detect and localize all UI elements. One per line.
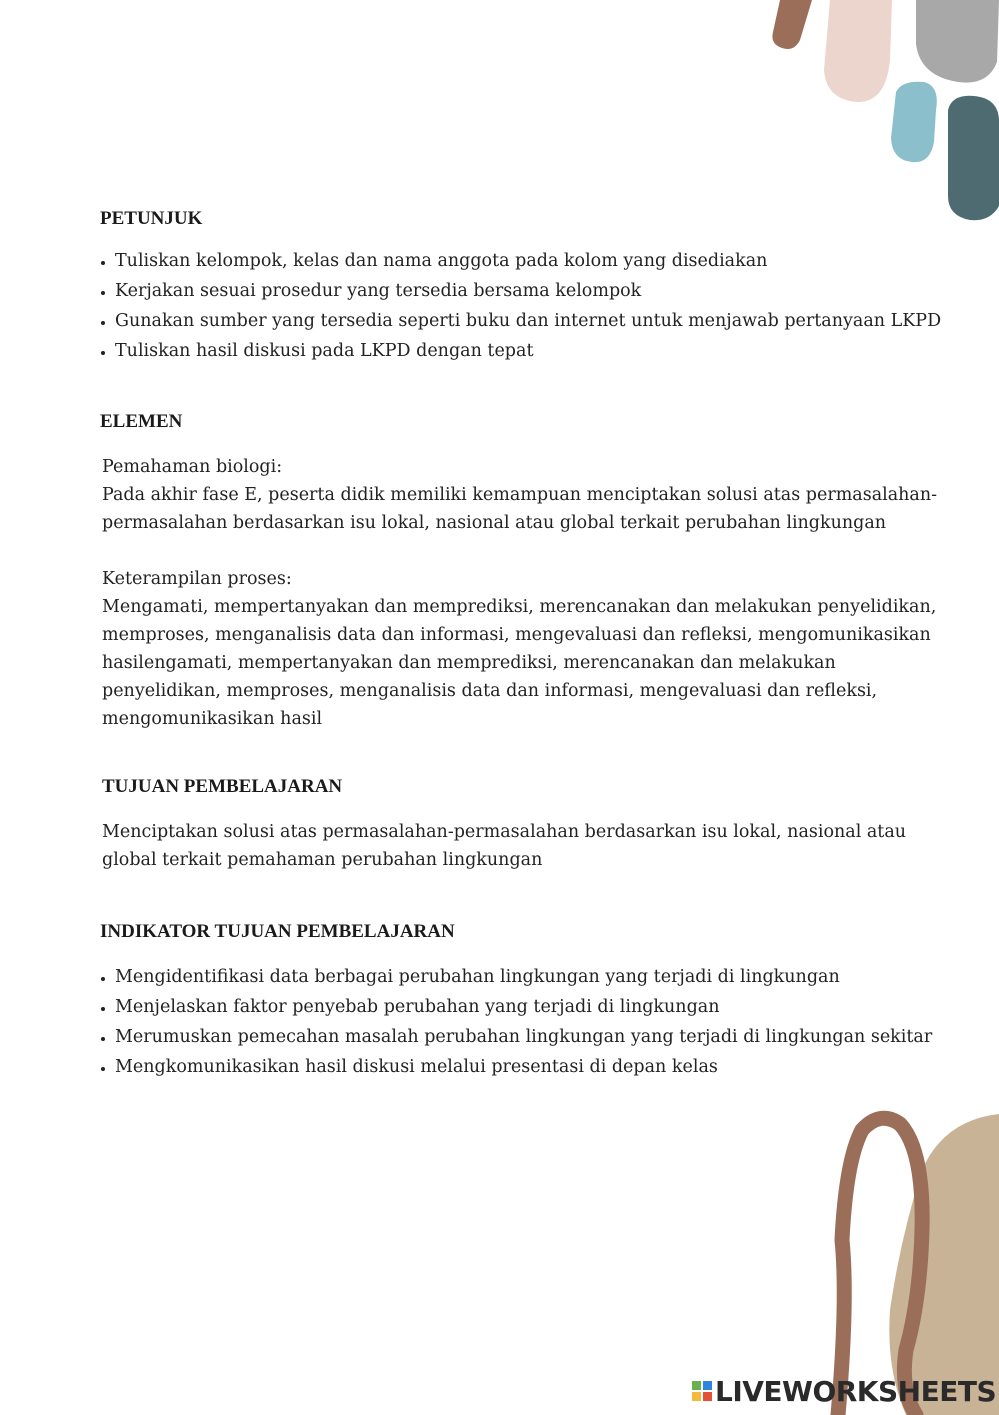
brown-stroke-shape [772, 0, 812, 49]
indikator-heading: INDIKATOR TUJUAN PEMBELAJARAN [100, 921, 455, 942]
pemahaman-paragraph [102, 453, 937, 537]
paragraph-line: mengomunikasikan hasil [102, 709, 323, 729]
list-item: • Merumuskan pemecahan masalah perubahan lingkungan yang terjadi di lingkungan sekitar [115, 1022, 932, 1052]
logo-tile-e [703, 1392, 712, 1401]
petunjuk-heading: PETUNJUK [100, 208, 203, 229]
paragraph-line: hasilengamati, mempertanyakan dan memprediksi, merencanakan dan melakukan [102, 653, 836, 673]
paragraph-line: Mengamati, mempertanyakan dan memprediksi, merencanakan dan melakukan penyelidikan, [102, 597, 937, 617]
liveworksheets-logo[interactable] [692, 1374, 996, 1408]
keterampilan-label: Keterampilan proses: [102, 569, 292, 589]
list-item: • Kerjakan sesuai prosedur yang tersedia bersama kelompok [115, 276, 941, 306]
list-item: • Mengidentifikasi data berbagai perubahan lingkungan yang terjadi di lingkungan [115, 962, 932, 992]
gray-blob-shape [916, 0, 999, 83]
list-item: • Menjelaskan faktor penyebab perubahan yang terjadi di lingkungan [115, 992, 932, 1022]
bottom-right-decoration [838, 1114, 999, 1415]
top-right-decoration [772, 0, 999, 220]
slate-blob-shape [948, 96, 999, 220]
logo-mark-icon [692, 1381, 712, 1401]
teal-blob-shape [891, 82, 937, 162]
pemahaman-label: Pemahaman biologi: [102, 457, 283, 477]
paragraph-line: Menciptakan solusi atas permasalahan-permasalahan berdasarkan isu lokal, nasional atau [102, 822, 907, 842]
tujuan-paragraph [102, 818, 906, 874]
paragraph-line: Pada akhir fase E, peserta didik memiliki kemampuan menciptakan solusi atas permasalahan- [102, 485, 938, 505]
logo-text: LIVEWORKSHEETS [715, 1374, 997, 1408]
petunjuk-list [100, 246, 941, 366]
elemen-heading: ELEMEN [100, 411, 183, 432]
list-item: • Tuliskan kelompok, kelas dan nama anggota pada kolom yang disediakan [115, 246, 941, 276]
keterampilan-paragraph [102, 565, 936, 733]
logo-tile-v [692, 1392, 701, 1401]
pink-blob-shape [824, 0, 892, 102]
list-item: • Gunakan sumber yang tersedia seperti buku dan internet untuk menjawab pertanyaan LKPD [115, 306, 941, 336]
logo-tile-i [703, 1381, 712, 1390]
list-item: • Mengkomunikasikan hasil diskusi melalui presentasi di depan kelas [115, 1052, 932, 1082]
logo-tile-l [692, 1381, 701, 1390]
paragraph-line: penyelidikan, memproses, menganalisis data dan informasi, mengevaluasi dan refleksi, [102, 681, 878, 701]
tujuan-heading: TUJUAN PEMBELAJARAN [102, 776, 343, 797]
indikator-list [100, 962, 932, 1082]
paragraph-line: memproses, menganalisis data dan informasi, mengevaluasi dan refleksi, mengomunikasikan [102, 625, 931, 645]
paragraph-line: global terkait pemahaman perubahan lingkungan [102, 850, 543, 870]
paragraph-line: permasalahan berdasarkan isu lokal, nasional atau global terkait perubahan lingkungan [102, 513, 887, 533]
list-item: • Tuliskan hasil diskusi pada LKPD dengan tepat [115, 336, 941, 366]
